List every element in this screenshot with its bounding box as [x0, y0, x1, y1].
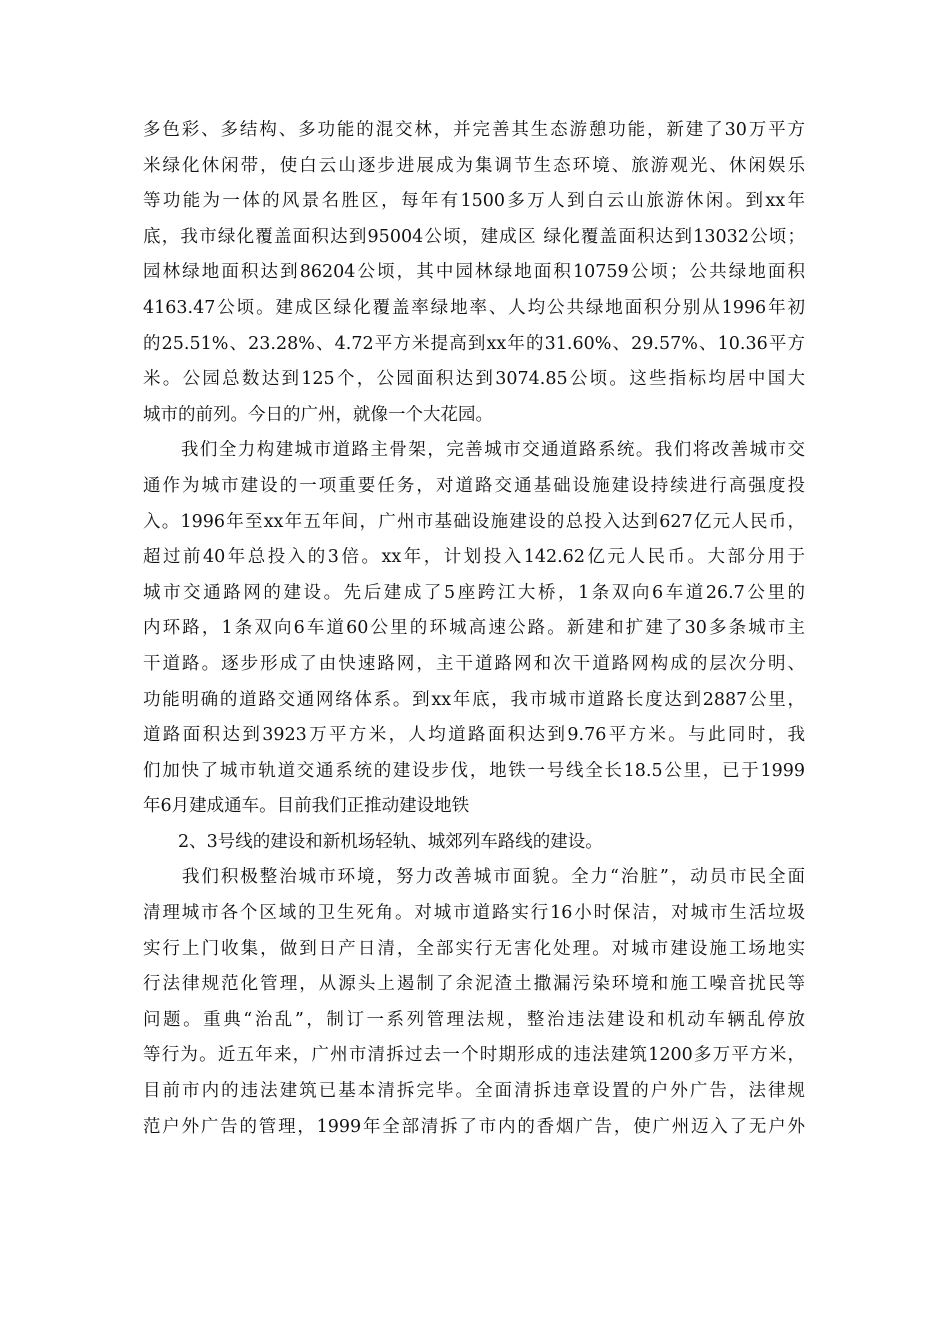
text-line: 米绿化休闲带，使白云山逐步进展成为集调节生态环境、旅游观光、休闲娱乐 [143, 155, 805, 176]
text-line: 范户外广告的管理，1999年全部清拆了市内的香烟广告，使广州迈入了无户外 [143, 1116, 805, 1137]
text-line: 4163.47公顷。建成区绿化覆盖率绿地率、人均公共绿地面积分别从1996年初 [143, 297, 805, 318]
text-line: 2、3号线的建设和新机场轻轨、城郊列车路线的建设。 [143, 831, 603, 852]
text-line: 年6月建成通车。目前我们正推动建设地铁 [143, 796, 470, 817]
text-line: 城市交通路网的建设。先后建成了5座跨江大桥，1条双向6车道26.7公里的 [143, 582, 805, 603]
text-line: 干道路。逐步形成了由快速路网，主干道路网和次干道路网构成的层次分明、 [143, 653, 805, 674]
text-line: 等行为。近五年来，广州市清拆过去一个时期形成的违法建筑1200多万平方米， [143, 1045, 805, 1066]
text-line: 米。公园总数达到125个，公园面积达到3074.85公顷。这些指标均居中国大 [143, 369, 805, 390]
paragraph-greening [143, 113, 805, 433]
text-line: 内环路，1条双向6车道60公里的环城高速公路。新建和扩建了30多条城市主 [143, 618, 805, 639]
text-line: 我们积极整治城市环境，努力改善城市面貌。全力“治脏”，动员市民全面 [143, 867, 805, 888]
text-line: 清理城市各个区域的卫生死角。对城市道路实行16小时保洁，对城市生活垃圾 [143, 903, 805, 924]
text-line: 行法律规范化管理，从源头上遏制了余泥渣土撒漏污染环境和施工噪音扰民等 [143, 974, 805, 995]
text-line: 们加快了城市轨道交通系统的建设步伐，地铁一号线全长18.5公里，已于1999 [143, 760, 805, 781]
text-line: 我们全力构建城市道路主骨架，完善城市交通道路系统。我们将改善城市交 [143, 440, 805, 461]
text-line: 底，我市绿化覆盖面积达到95004公顷，建成区 绿化覆盖面积达到13032公顷； [143, 226, 805, 247]
paragraph-roads [143, 433, 805, 825]
text-line: 城市的前列。今日的广州，就像一个大花园。 [143, 404, 493, 425]
text-line: 通作为城市建设的一项重要任务，对道路交通基础设施建设持续进行高强度投 [143, 475, 805, 496]
text-line: 实行上门收集，做到日产日清，全部实行无害化处理。对城市建设施工场地实 [143, 938, 805, 959]
text-line: 功能明确的道路交通网络体系。到xx年底，我市城市道路长度达到2887公里， [143, 689, 805, 710]
body-text [143, 113, 805, 1145]
text-line: 问题。重典“治乱”，制订一系列管理法规，整治违法建设和机动车辆乱停放 [143, 1009, 805, 1030]
paragraph-metro-lines [143, 825, 805, 861]
text-line: 等功能为一体的风景名胜区，每年有1500多万人到白云山旅游休闲。到xx年 [143, 191, 805, 212]
text-line: 目前市内的违法建筑已基本清拆完毕。全面清拆违章设置的户外广告，法律规 [143, 1081, 805, 1102]
text-line: 多色彩、多结构、多功能的混交林，并完善其生态游憩功能，新建了30万平方 [143, 120, 805, 140]
text-line: 道路面积达到3923万平方米，人均道路面积达到9.76平方米。与此同时，我 [143, 725, 805, 746]
text-line: 入。1996年至xx年五年间，广州市基础设施建设的总投入达到627亿元人民币， [143, 511, 805, 532]
text-line: 园林绿地面积达到86204公顷，其中园林绿地面积10759公顷；公共绿地面积 [143, 262, 805, 283]
text-line: 超过前40年总投入的3倍。xx年，计划投入142.62亿元人民币。大部分用于 [143, 547, 805, 568]
paragraph-environment [143, 860, 805, 1145]
text-line: 的25.51%、23.28%、4.72平方米提高到xx年的31.60%、29.57%、10.36平方 [143, 333, 805, 354]
